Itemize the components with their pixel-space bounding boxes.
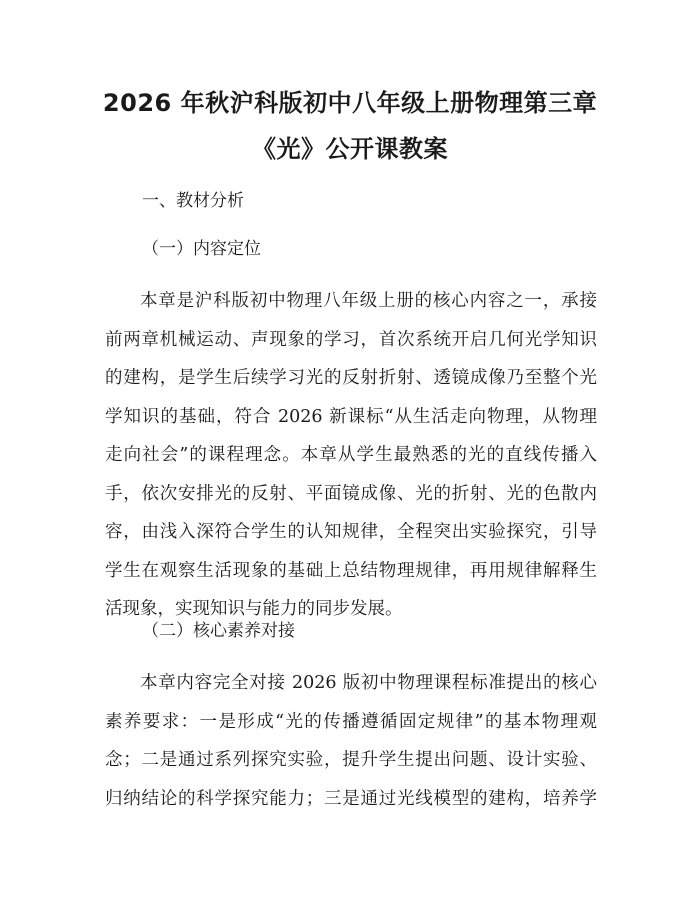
paragraph-line: 容，由浅入深符合学生的认知规律，全程突出实验探究，引导 <box>105 522 597 542</box>
paragraph-line: 本章内容完全对接 2026 版初中物理课程标准提出的核心 <box>140 673 597 693</box>
paragraph-line: 归纳结论的科学探究能力；三是通过光线模型的建构，培养学 <box>105 788 597 809</box>
paragraph-line: 手，依次安排光的反射、平面镜成像、光的折射、光的色散内 <box>105 483 597 504</box>
paragraph-line: 的建构，是学生后续学习光的反射折射、透镜成像乃至整个光 <box>105 368 597 388</box>
subsection-heading-content-position: （一）内容定位 <box>142 239 261 259</box>
document-title-line-2: 《光》公开课教案 <box>252 135 448 163</box>
paragraph-line: 素养要求：一是形成“光的传播遵循固定规律”的基本物理观 <box>105 711 597 732</box>
section-heading-textbook-analysis: 一、教材分析 <box>142 191 244 211</box>
paragraph-line: 学知识的基础，符合 2026 新课标“从生活走向物理，从物理 <box>105 406 597 427</box>
paragraph-line: 学生在观察生活现象的基础上总结物理规律，再用规律解释生 <box>105 560 597 581</box>
document-title-line-1: 2026 年秋沪科版初中八年级上册物理第三章 <box>102 89 598 117</box>
paragraph-line: 念；二是通过系列探究实验，提升学生提出问题、设计实验、 <box>105 750 597 770</box>
paragraph-core-literacy <box>105 664 597 818</box>
paragraph-line: 前两章机械运动、声现象的学习，首次系统开启几何光学知识 <box>105 329 597 350</box>
paragraph-content-position <box>105 282 597 629</box>
paragraph-line: 活现象，实现知识与能力的同步发展。 <box>105 599 403 619</box>
paragraph-line: 本章是沪科版初中物理八年级上册的核心内容之一，承接 <box>140 291 597 311</box>
paragraph-line: 走向社会”的课程理念。本章从学生最熟悉的光的直线传播入 <box>105 445 597 465</box>
subsection-heading-core-literacy: （二）核心素养对接 <box>142 621 295 641</box>
